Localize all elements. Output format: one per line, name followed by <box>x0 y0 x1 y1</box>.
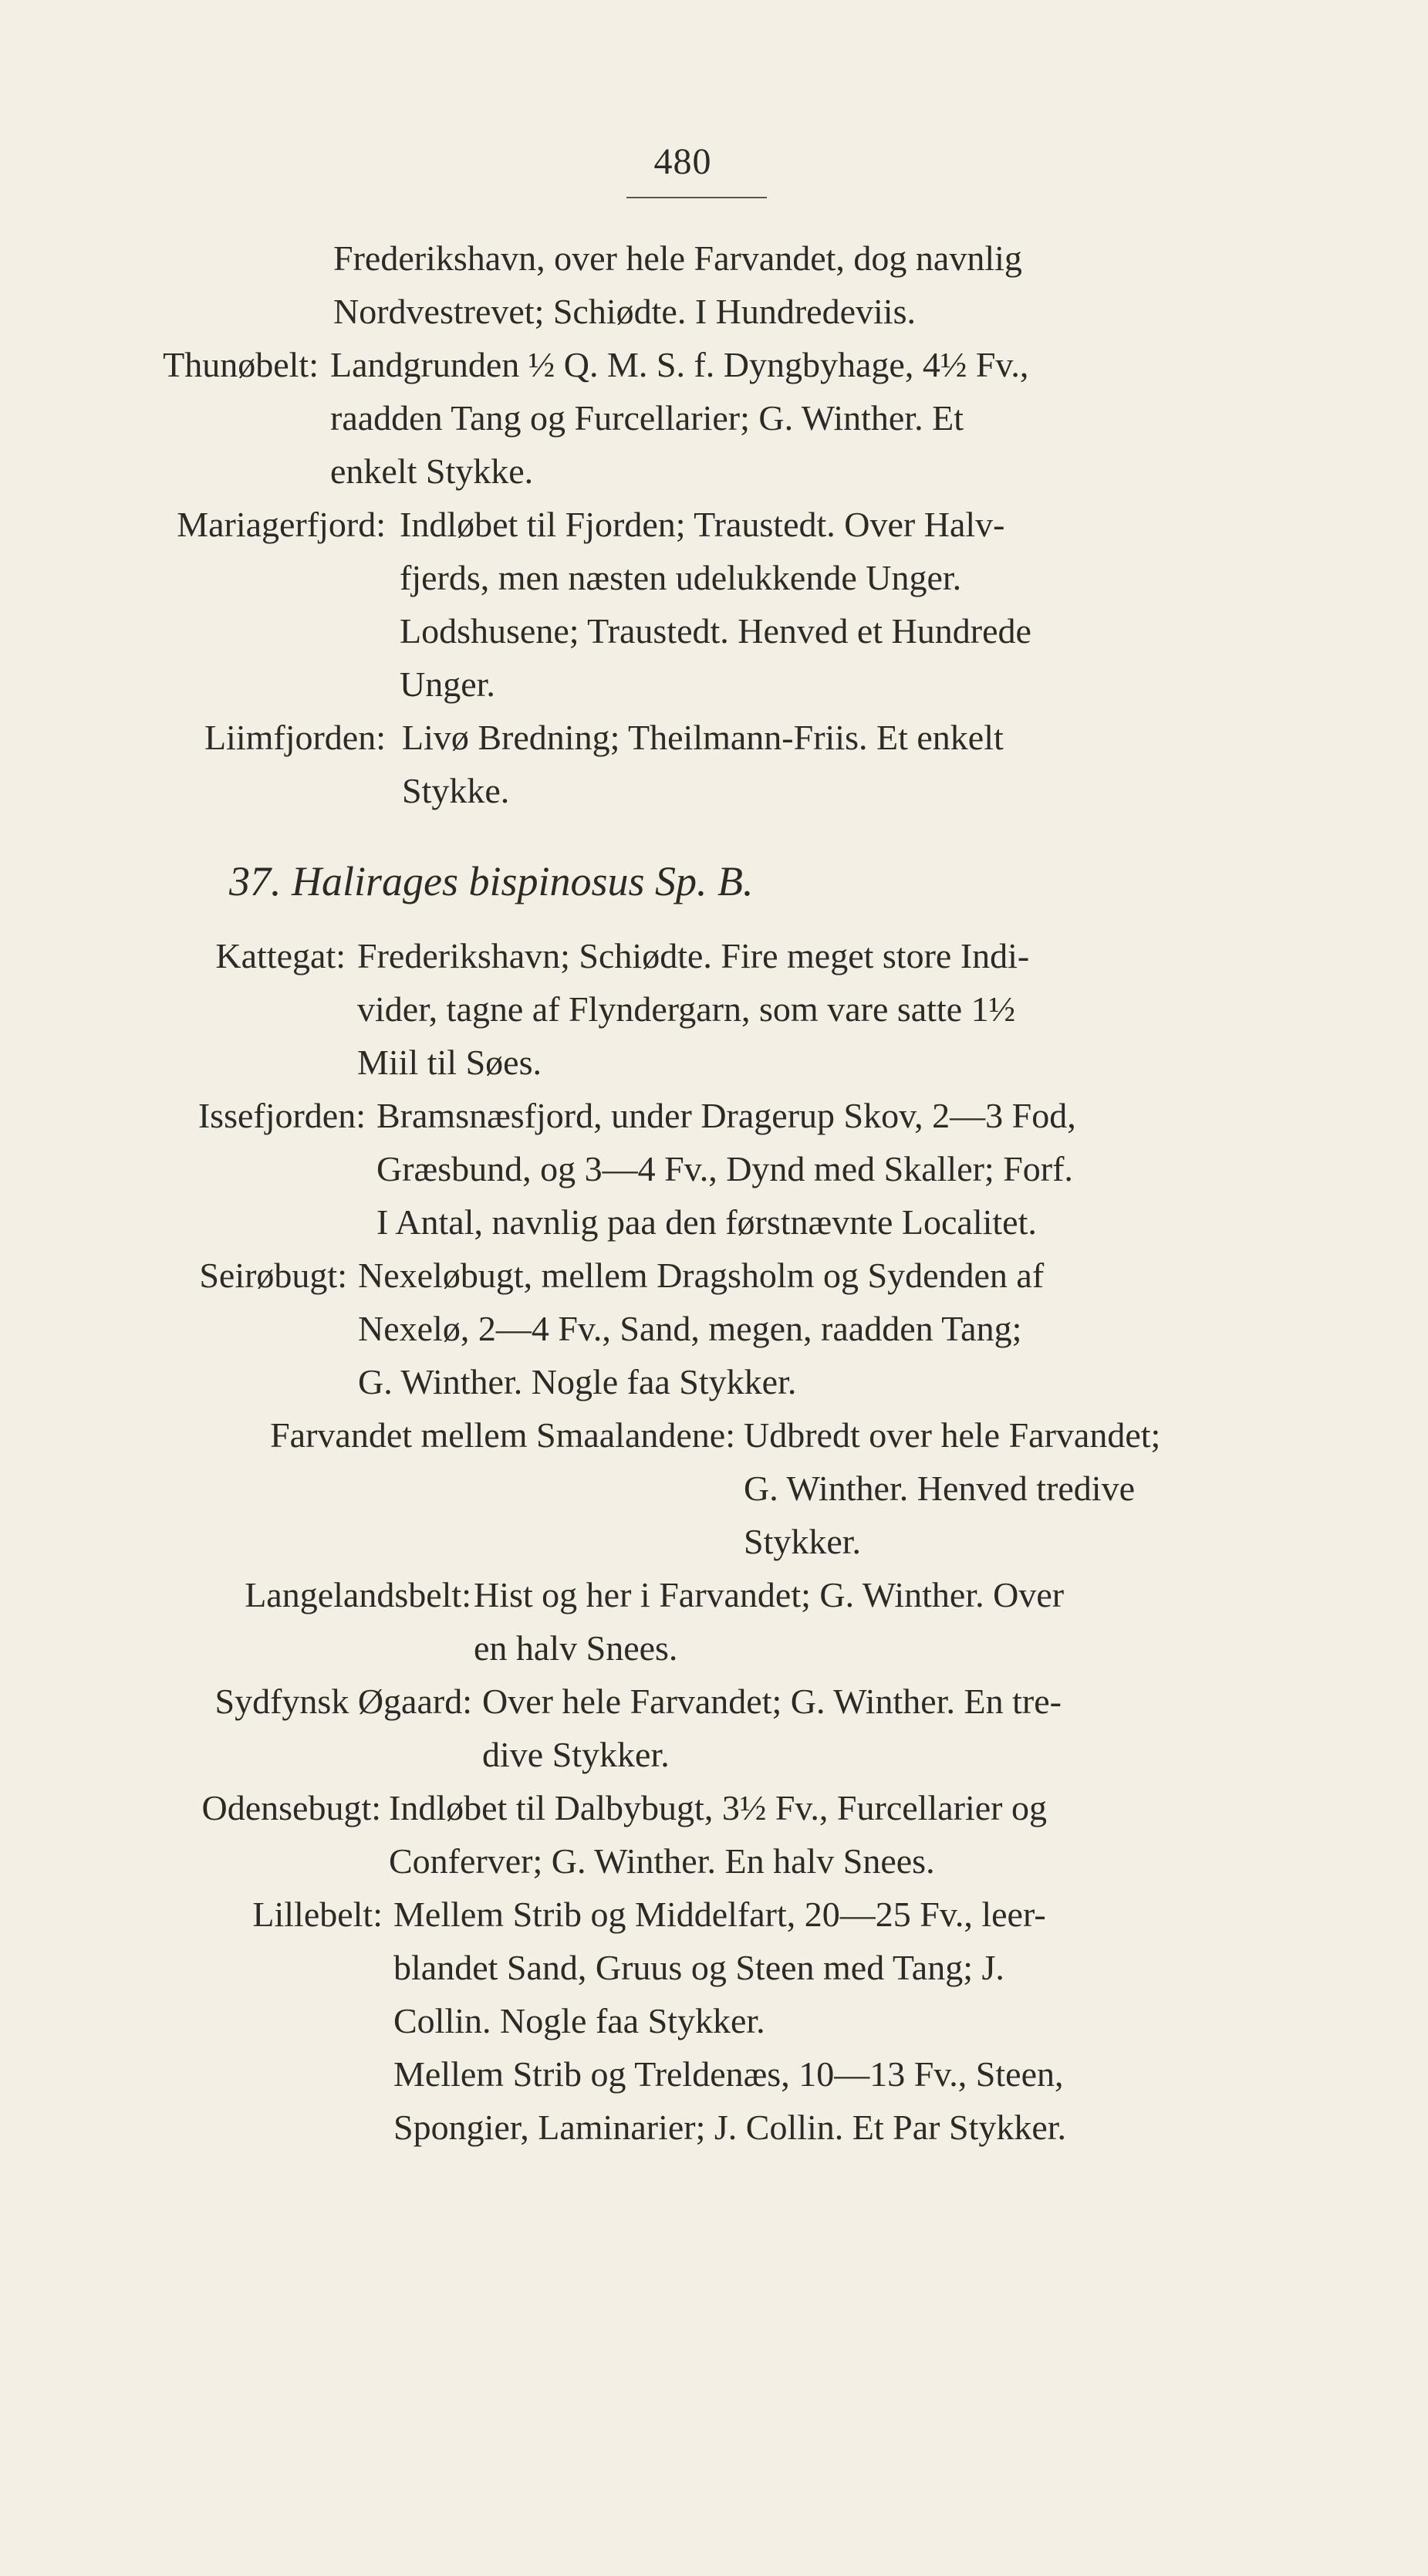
locality-entry <box>0 929 1428 1089</box>
locality-name: Kattegat: <box>215 936 346 975</box>
text-line: Landgrunden ½ Q. M. S. f. Dyngbyhage, 4½ Fv., <box>330 345 1029 384</box>
text-line: en halv Snees. <box>474 1628 678 1668</box>
page-number: 480 <box>653 141 712 182</box>
locality-description <box>389 1781 1428 1888</box>
locality-entry <box>0 232 1428 338</box>
text-line: Nexelø, 2—4 Fv., Sand, megen, raadden Tang; <box>358 1309 1022 1348</box>
locality-description <box>330 338 1428 498</box>
locality-name: Liimfjorden: <box>204 718 386 757</box>
text-line: Frederikshavn; Schiødte. Fire meget store Indi- <box>357 936 1030 975</box>
text-line: Hist og her i Farvandet; G. Winther. Over <box>474 1575 1065 1614</box>
text-line: Stykker. <box>744 1522 862 1561</box>
locality-entry <box>0 1249 1428 1408</box>
text-line: Stykke. <box>402 771 510 810</box>
text-line: Collin. Nogle faa Stykker. <box>393 2001 765 2040</box>
locality-entry <box>0 1888 1428 2154</box>
locality-description <box>474 1568 1428 1675</box>
text-line: Mellem Strib og Middelfart, 20—25 Fv., leer- <box>393 1895 1046 1934</box>
locality-description <box>402 711 1428 817</box>
species-heading: 37. Halirages bispinosus Sp. B. <box>229 858 754 904</box>
text-line: Over hele Farvandet; G. Winther. En tre- <box>482 1682 1062 1721</box>
locality-name: Thunøbelt: <box>163 345 319 384</box>
locality-entry <box>0 1675 1428 1781</box>
locality-name: Langelandsbelt: <box>245 1575 471 1614</box>
text-line: Frederikshavn, over hele Farvandet, dog navnlig <box>333 238 1022 278</box>
text-line: Udbredt over hele Farvandet; <box>744 1415 1161 1455</box>
text-line: Bramsnæsfjord, under Dragerup Skov, 2—3 Fod, <box>376 1096 1076 1135</box>
locality-description <box>333 232 1428 338</box>
locality-name: Farvandet mellem Smaalandene: <box>270 1415 735 1455</box>
locality-list-bottom <box>0 929 1428 2154</box>
locality-name: Odensebugt: <box>201 1788 381 1827</box>
locality-description <box>400 498 1428 711</box>
text-line: Livø Bredning; Theilmann-Friis. Et enkelt <box>402 718 1004 757</box>
text-line: Græsbund, og 3—4 Fv., Dynd med Skaller; Forf. <box>376 1149 1073 1188</box>
locality-name: Seirøbugt: <box>199 1256 347 1295</box>
locality-list-top <box>0 232 1428 817</box>
locality-entry <box>0 338 1428 498</box>
text-line: Nordvestrevet; Schiødte. I Hundredeviis. <box>333 292 916 331</box>
locality-name: Sydfynsk Øgaard: <box>214 1682 472 1721</box>
text-line: fjerds, men næsten udelukkende Unger. <box>400 558 962 597</box>
locality-name: Mariagerfjord: <box>177 505 386 544</box>
locality-description <box>393 1888 1428 2154</box>
locality-entry <box>0 1089 1428 1249</box>
locality-description <box>376 1089 1428 1249</box>
text-line: G. Winther. Nogle faa Stykker. <box>358 1362 797 1401</box>
locality-description <box>744 1408 1428 1568</box>
page-number-rule <box>626 197 767 198</box>
locality-entry <box>0 1568 1428 1675</box>
locality-description <box>357 929 1428 1089</box>
text-line: Conferver; G. Winther. En halv Snees. <box>389 1841 935 1881</box>
locality-name: Issefjorden: <box>197 1096 366 1135</box>
locality-description <box>358 1249 1428 1408</box>
locality-description <box>482 1675 1428 1781</box>
text-line: Miil til Søes. <box>357 1043 542 1082</box>
text-line: Mellem Strib og Treldenæs, 10—13 Fv., Steen, <box>393 2054 1064 2094</box>
locality-entry <box>0 1408 1428 1568</box>
text-line: raadden Tang og Furcellarier; G. Winther. Et <box>330 398 964 438</box>
text-line: Indløbet til Fjorden; Traustedt. Over Halv- <box>400 505 1005 544</box>
locality-name: Lillebelt: <box>252 1895 383 1934</box>
page-body <box>0 232 1428 2154</box>
text-line: blandet Sand, Gruus og Steen med Tang; J. <box>393 1948 1004 1987</box>
text-line: Spongier, Laminarier; J. Collin. Et Par Stykker. <box>393 2108 1067 2147</box>
locality-entry <box>0 1781 1428 1888</box>
text-line: I Antal, navnlig paa den førstnævnte Localitet. <box>376 1202 1037 1242</box>
text-line: vider, tagne af Flyndergarn, som vare satte 1½ <box>357 989 1016 1029</box>
text-line: Nexeløbugt, mellem Dragsholm og Sydenden af <box>358 1256 1045 1295</box>
text-line: enkelt Stykke. <box>330 451 534 491</box>
text-line: Indløbet til Dalbybugt, 3½ Fv., Furcellarier og <box>389 1788 1047 1827</box>
text-line: dive Stykker. <box>482 1735 670 1774</box>
text-line: Unger. <box>400 664 495 704</box>
locality-entry <box>0 498 1428 711</box>
text-line: Lodshusene; Traustedt. Henved et Hundrede <box>400 611 1031 651</box>
locality-entry <box>0 711 1428 817</box>
text-line: G. Winther. Henved tredive <box>744 1469 1135 1508</box>
